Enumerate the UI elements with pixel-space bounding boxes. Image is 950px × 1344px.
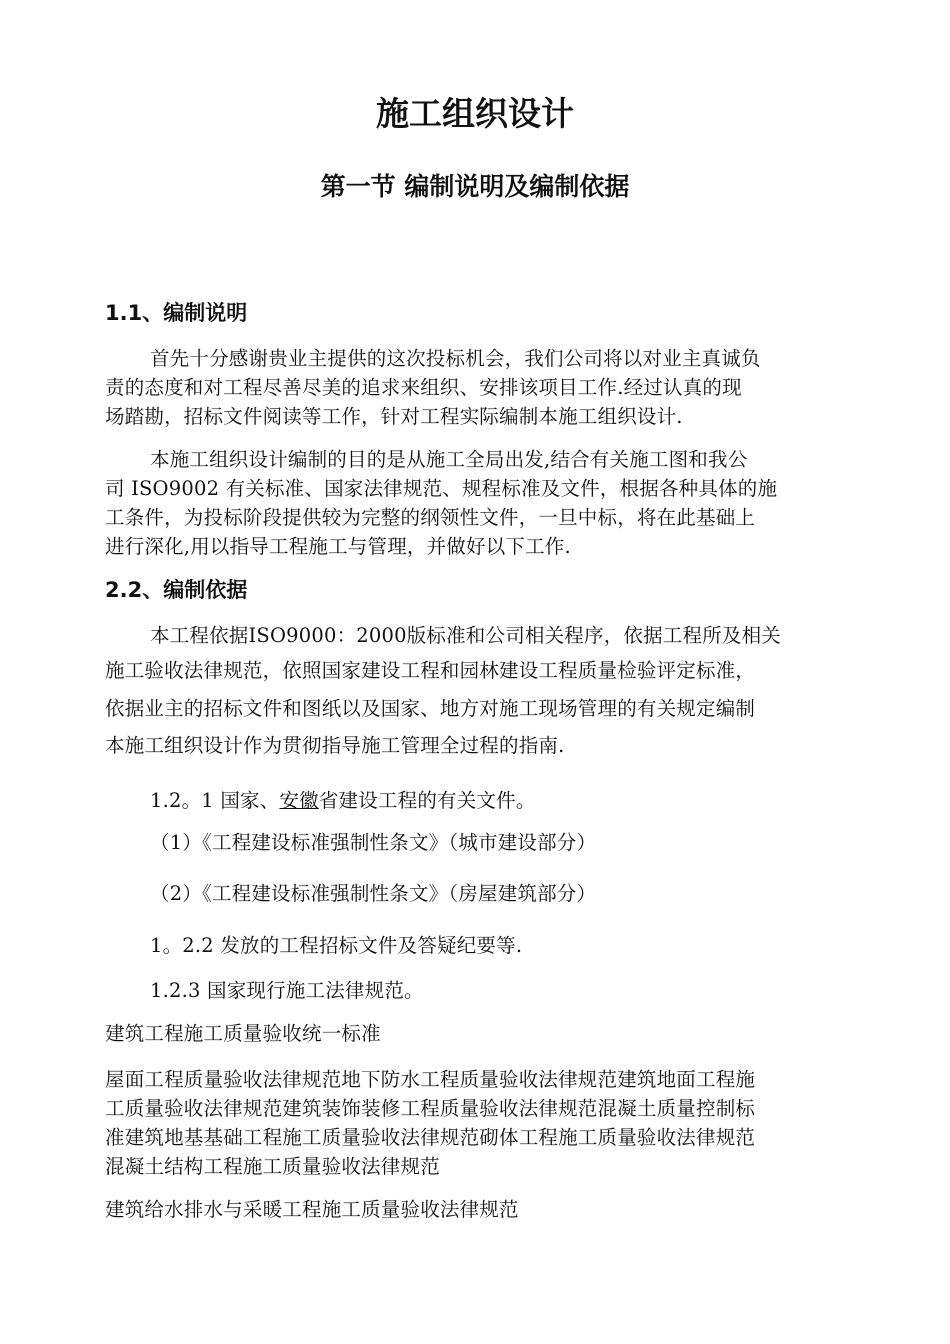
standard-line-last: 建筑给水排水与采暖工程施工质量验收法律规范: [105, 1198, 519, 1221]
text-line: 本施工组织设计编制的目的是从施工全局出发,结合有关施工图和我公: [150, 448, 748, 471]
text-line: 工质量验收法律规范建筑装饰装修工程质量验收法律规范混凝土质量控制标: [105, 1097, 756, 1120]
text-line: 屋面工程质量验收法律规范地下防水工程质量验收法律规范建筑地面工程施: [105, 1068, 756, 1091]
list-item-1: （1）《工程建设标准强制性条文》（城市建设部分）: [150, 831, 597, 854]
section-title: 第一节 编制说明及编制依据: [320, 172, 630, 201]
list-item-1-2-3: 1.2.3 国家现行施工法律规范。: [150, 979, 424, 1002]
text-line: 司 ISO9002 有关标准、国家法律规范、规程标准及文件，根据各种具体的施: [105, 477, 778, 500]
item-prefix: 1.2。1 国家、: [150, 789, 280, 812]
heading-2-2: 2.2、编制依据: [105, 578, 248, 602]
underlined-province: 安徽: [279, 789, 319, 812]
text-line: 依据业主的招标文件和图纸以及国家、地方对施工现场管理的有关规定编制: [105, 697, 756, 720]
text-line: 责的态度和对工程尽善尽美的追求来组织、安排该项目工作.经过认真的现: [105, 376, 742, 399]
item-suffix: 省建设工程的有关文件。: [318, 789, 536, 812]
text-line: 进行深化,用以指导工程施工与管理，并做好以下工作.: [105, 535, 571, 558]
text-line: 首先十分感谢贵业主提供的这次投标机会，我们公司将以对业主真诚负: [150, 347, 761, 370]
document-title: 施工组织设计: [376, 94, 574, 133]
list-item-1-2-1: [150, 785, 536, 813]
standard-line: 建筑工程施工质量验收统一标准: [105, 1022, 381, 1045]
heading-1-1: 1.1、编制说明: [105, 301, 248, 325]
text-line: 本工程依据ISO9000：2000版标准和公司相关程序，依据工程所及相关: [150, 624, 782, 647]
list-item-2: （2）《工程建设标准强制性条文》（房屋建筑部分）: [150, 882, 597, 905]
text-line: 混凝土结构工程施工质量验收法律规范: [105, 1155, 440, 1178]
text-line: 场踏勘，招标文件阅读等工作，针对工程实际编制本施工组织设计.: [105, 405, 683, 428]
text-line: 工条件，为投标阶段提供较为完整的纲领性文件，一旦中标，将在此基础上: [105, 506, 756, 529]
text-line: 准建筑地基基础工程施工质量验收法律规范砌体工程施工质量验收法律规范: [105, 1126, 756, 1149]
list-item-1-2-2: 1。2.2 发放的工程招标文件及答疑纪要等.: [150, 934, 523, 957]
text-line: 施工验收法律规范，依照国家建设工程和园林建设工程质量检验评定标准，: [105, 659, 756, 682]
text-line: 本施工组织设计作为贯彻指导施工管理全过程的指南.: [105, 734, 565, 757]
